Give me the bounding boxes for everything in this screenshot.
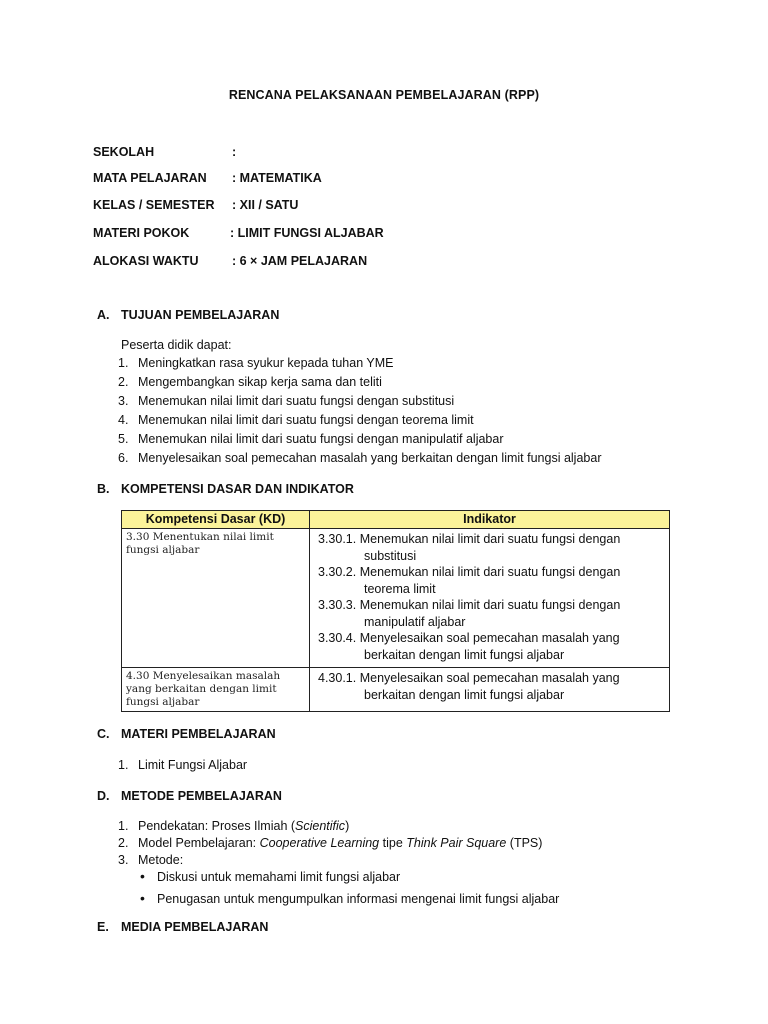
identity-row-alokasi-waktu	[93, 254, 593, 272]
indicator-item	[318, 564, 663, 597]
list-item	[118, 392, 601, 411]
identity-row-kelas-semester	[93, 198, 593, 216]
indicator-line: berkaitan dengan limit fungsi aljabar	[364, 687, 565, 702]
indicator-line: manipulatif aljabar	[364, 614, 466, 629]
identity-value: : XII / SATU	[232, 198, 299, 212]
kd-cell: 4.30 Menyelesaikan masalah yang berkaitan dengan limit fungsi aljabar	[122, 668, 310, 712]
list-text: Menemukan nilai limit dari suatu fungsi dengan teorema limit	[138, 413, 474, 427]
indicator-line: 3.30.1. Menemukan nilai limit dari suatu fungsi dengan	[318, 532, 621, 546]
section-b-heading	[97, 482, 354, 496]
identity-label: KELAS / SEMESTER	[93, 198, 215, 212]
list-text: Meningkatkan rasa syukur kepada tuhan YME	[138, 356, 394, 370]
list-item	[118, 430, 601, 449]
metode-bullet-list	[140, 865, 559, 909]
list-text: )	[345, 819, 350, 833]
indicator-line: substitusi	[364, 548, 417, 563]
section-letter: B.	[97, 482, 110, 496]
section-title: MEDIA PEMBELAJARAN	[121, 920, 269, 934]
identity-row-sekolah	[93, 145, 593, 163]
tujuan-list	[118, 354, 601, 468]
list-text-italic: Cooperative Learning	[259, 836, 380, 850]
list-text: Menemukan nilai limit dari suatu fungsi dengan substitusi	[138, 394, 455, 408]
identity-label: MATA PELAJARAN	[93, 171, 207, 185]
list-item	[118, 835, 542, 852]
metode-list	[118, 818, 542, 869]
identity-value: : MATEMATIKA	[232, 171, 322, 185]
list-text: Limit Fungsi Aljabar	[138, 758, 248, 772]
materi-list	[118, 756, 247, 775]
indicator-item	[318, 630, 663, 663]
section-d-heading	[97, 789, 282, 803]
list-item	[118, 449, 601, 468]
identity-label: ALOKASI WAKTU	[93, 254, 199, 268]
identity-row-materi-pokok	[93, 226, 593, 244]
list-item	[118, 354, 601, 373]
bullet-icon: •	[140, 868, 145, 884]
bullet-icon: •	[140, 890, 145, 906]
list-number: 4.	[118, 413, 129, 427]
tujuan-intro: Peserta didik dapat:	[121, 338, 232, 352]
kd-indikator-table	[121, 510, 670, 712]
table-header-row	[122, 511, 670, 529]
section-title: TUJUAN PEMBELAJARAN	[121, 308, 280, 322]
identity-label: SEKOLAH	[93, 145, 155, 159]
list-number: 3.	[118, 394, 129, 408]
list-text: Mengembangkan sikap kerja sama dan teliti	[138, 375, 382, 389]
indicator-line: 3.30.2. Menemukan nilai limit dari suatu fungsi dengan	[318, 565, 621, 579]
indicator-line: berkaitan dengan limit fungsi aljabar	[364, 647, 565, 662]
list-text: tipe	[379, 836, 407, 850]
indicator-line: teorema limit	[364, 581, 436, 596]
list-text: (TPS)	[506, 836, 543, 850]
identity-row-mata-pelajaran	[93, 171, 593, 189]
indicator-item	[318, 531, 663, 564]
indicator-line: 3.30.4. Menyelesaikan soal pemecahan masalah yang	[318, 631, 620, 645]
list-text: Pendekatan: Proses Ilmiah (	[138, 819, 296, 833]
list-item	[118, 818, 542, 835]
bullet-item	[140, 865, 559, 887]
identity-label: MATERI POKOK	[93, 226, 190, 240]
section-a-heading	[97, 308, 279, 322]
section-letter: D.	[97, 789, 110, 803]
section-e-heading	[97, 920, 268, 934]
bullet-item	[140, 887, 559, 909]
column-header-indikator: Indikator	[310, 511, 670, 529]
identity-value: :	[232, 145, 237, 159]
list-text: Menemukan nilai limit dari suatu fungsi dengan manipulatif aljabar	[138, 432, 504, 446]
table-row	[122, 529, 670, 668]
indicator-line: 3.30.3. Menemukan nilai limit dari suatu fungsi dengan	[318, 598, 621, 612]
indicator-item	[318, 597, 663, 630]
identity-value: : LIMIT FUNGSI ALJABAR	[230, 226, 384, 240]
list-number: 3.	[118, 853, 129, 867]
section-letter: E.	[97, 920, 109, 934]
kd-cell: 3.30 Menentukan nilai limit fungsi aljabar	[122, 529, 310, 668]
indicator-line: 4.30.1. Menyelesaikan soal pemecahan masalah yang	[318, 671, 620, 685]
bullet-text: Diskusi untuk memahami limit fungsi aljabar	[157, 870, 401, 884]
list-number: 1.	[118, 819, 129, 833]
section-c-heading	[97, 727, 276, 741]
list-item	[118, 756, 247, 775]
list-number: 6.	[118, 451, 129, 465]
list-number: 1.	[118, 356, 129, 370]
list-item	[118, 373, 601, 392]
indicator-item	[318, 670, 663, 703]
column-header-kd: Kompetensi Dasar (KD)	[122, 511, 310, 529]
table-row	[122, 668, 670, 712]
bullet-text: Penugasan untuk mengumpulkan informasi mengenai limit fungsi aljabar	[157, 892, 560, 906]
list-text: Metode:	[138, 853, 184, 867]
identity-value: : 6 × JAM PELAJARAN	[232, 254, 368, 268]
section-title: MATERI PEMBELAJARAN	[121, 727, 276, 741]
indicator-cell	[310, 529, 670, 668]
list-text-italic: Scientific	[295, 819, 346, 833]
indicator-cell	[310, 668, 670, 712]
list-number: 5.	[118, 432, 129, 446]
list-number: 1.	[118, 758, 129, 772]
list-number: 2.	[118, 375, 129, 389]
document-title: RENCANA PELAKSANAAN PEMBELAJARAN (RPP)	[228, 88, 540, 102]
list-text: Model Pembelajaran:	[138, 836, 260, 850]
section-title: METODE PEMBELAJARAN	[121, 789, 282, 803]
section-title: KOMPETENSI DASAR DAN INDIKATOR	[121, 482, 354, 496]
list-text-italic: Think Pair Square	[406, 836, 507, 850]
section-letter: C.	[97, 727, 110, 741]
list-number: 2.	[118, 836, 129, 850]
section-letter: A.	[97, 308, 110, 322]
list-item	[118, 411, 601, 430]
list-text: Menyelesaikan soal pemecahan masalah yang berkaitan dengan limit fungsi aljabar	[138, 451, 602, 465]
